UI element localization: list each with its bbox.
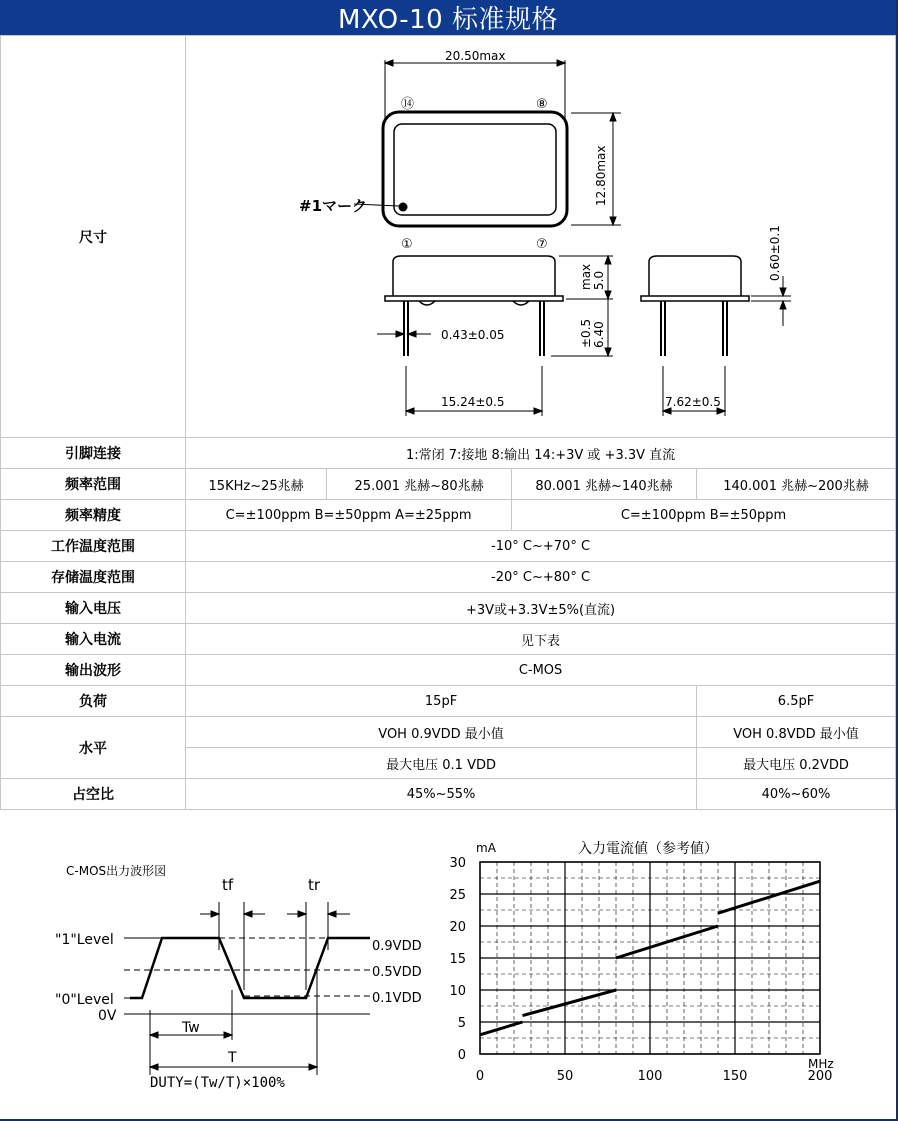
pin1-marker-dot: [398, 203, 407, 212]
v09-label: 0.9VDD: [372, 939, 422, 954]
x-tick-label: 150: [722, 1069, 748, 1084]
y-tick-label: 25: [449, 888, 466, 903]
t-label: T: [228, 1050, 237, 1066]
body-max-label: max: [578, 263, 593, 290]
tr-label: tr: [308, 876, 321, 894]
pitch-x: 15.24±0.5: [440, 395, 505, 409]
waveform-diagram: [0, 810, 440, 1110]
duty-label: 占空比: [1, 779, 186, 810]
op-temp-value: -10° C~+70° C: [186, 531, 896, 562]
level-vol-2: 最大电压 0.2VDD: [697, 748, 896, 779]
x-tick-label: 100: [637, 1069, 663, 1084]
pin-connection-value: 1:常闭 7:接地 8:输出 14:+3V 或 +3.3V 直流: [186, 438, 896, 469]
dimensions-drawing-cell: [186, 36, 896, 438]
load-label: 负荷: [1, 686, 186, 717]
level0-label: "0"Level: [55, 992, 114, 1008]
pin1-label: ①: [400, 237, 413, 252]
v01-label: 0.1VDD: [372, 991, 422, 1006]
v05-label: 0.5VDD: [372, 965, 422, 980]
chart-title: 入力電流値（参考値）: [578, 841, 718, 857]
pitch-y: 7.62±0.5: [664, 395, 721, 409]
storage-temp-value: -20° C~+80° C: [186, 562, 896, 593]
load-value-1: 15pF: [186, 686, 697, 717]
level-voh-1: VOH 0.9VDD 最小值: [186, 717, 697, 748]
level1-label: "1"Level: [55, 932, 114, 948]
output-wave-value: C-MOS: [186, 655, 896, 686]
freq-range-1: 15KHz~25兆赫: [186, 469, 327, 500]
pin-diameter: 0.43±0.05: [440, 328, 505, 342]
level-voh-2: VOH 0.8VDD 最小值: [697, 717, 896, 748]
freq-accuracy-1: C=±100ppm B=±50ppm A=±25ppm: [186, 500, 512, 531]
x-tick-label: 0: [475, 1069, 485, 1084]
output-wave-label: 输出波形: [1, 655, 186, 686]
y-tick-label: 15: [449, 952, 466, 967]
pin-length-tol: ±0.5: [578, 318, 593, 348]
pin-length: 6.40: [591, 321, 606, 348]
page-title: MXO-10 标准规格: [0, 0, 896, 35]
storage-temp-label: 存储温度范围: [1, 562, 186, 593]
current-line-segment: [480, 1022, 523, 1035]
pin-connection-label: 引脚连接: [1, 438, 186, 469]
y-tick-label: 5: [457, 1016, 466, 1031]
y-tick-label: 30: [449, 856, 466, 871]
tw-label: Tw: [182, 1020, 200, 1036]
input-current-chart: [448, 810, 888, 1110]
current-line-segment: [523, 990, 617, 1016]
level-vol-1: 最大电压 0.1 VDD: [186, 748, 697, 779]
op-temp-label: 工作温度范围: [1, 531, 186, 562]
pin8-label: ⑧: [535, 97, 548, 112]
load-value-2: 6.5pF: [697, 686, 896, 717]
chart-xlabel: MHz: [808, 1057, 834, 1071]
duty-formula: DUTY=(Tw/T)×100%: [150, 1075, 285, 1091]
y-tick-label: 20: [449, 920, 466, 935]
pin7-label: ⑦: [535, 237, 548, 252]
input-current-label: 输入电流: [1, 624, 186, 655]
freq-range-4: 140.001 兆赫~200兆赫: [697, 469, 896, 500]
input-current-value: 见下表: [186, 624, 896, 655]
pin14-label: ⑭: [400, 97, 414, 112]
zero-volt-label: 0V: [98, 1008, 117, 1024]
dim-height: 12.80max: [593, 145, 608, 206]
freq-accuracy-label: 频率精度: [1, 500, 186, 531]
chart-ylabel: mA: [476, 841, 496, 855]
chart-ticks: [449, 856, 832, 1084]
bottom-figures: [0, 810, 896, 1119]
duty-value-2: 40%~60%: [697, 779, 896, 810]
side-thickness: 0.60±0.1: [767, 225, 782, 281]
dim-width: 20.50max: [444, 49, 506, 63]
y-tick-label: 0: [457, 1048, 466, 1063]
x-tick-label: 50: [556, 1069, 574, 1084]
y-tick-label: 10: [449, 984, 466, 999]
x-tick-label: 200: [807, 1069, 833, 1084]
body-height: 5.0: [591, 270, 606, 290]
pin1-mark-label: #1マーク: [298, 197, 367, 215]
tf-label: tf: [222, 876, 234, 894]
input-voltage-label: 输入电压: [1, 593, 186, 624]
chart-grid: [480, 862, 820, 1054]
spec-table: [0, 35, 896, 810]
duty-value-1: 45%~55%: [186, 779, 697, 810]
dimensions-label: 尺寸: [1, 36, 186, 438]
waveform-title: C-MOS出力波形図: [66, 864, 167, 878]
freq-range-2: 25.001 兆赫~80兆赫: [327, 469, 512, 500]
input-voltage-value: +3V或+3.3V±5%(直流): [186, 593, 896, 624]
freq-range-3: 80.001 兆赫~140兆赫: [512, 469, 697, 500]
dimension-drawing: [191, 36, 891, 433]
freq-accuracy-2: C=±100ppm B=±50ppm: [512, 500, 896, 531]
level-label: 水平: [1, 717, 186, 779]
freq-range-label: 频率范围: [1, 469, 186, 500]
